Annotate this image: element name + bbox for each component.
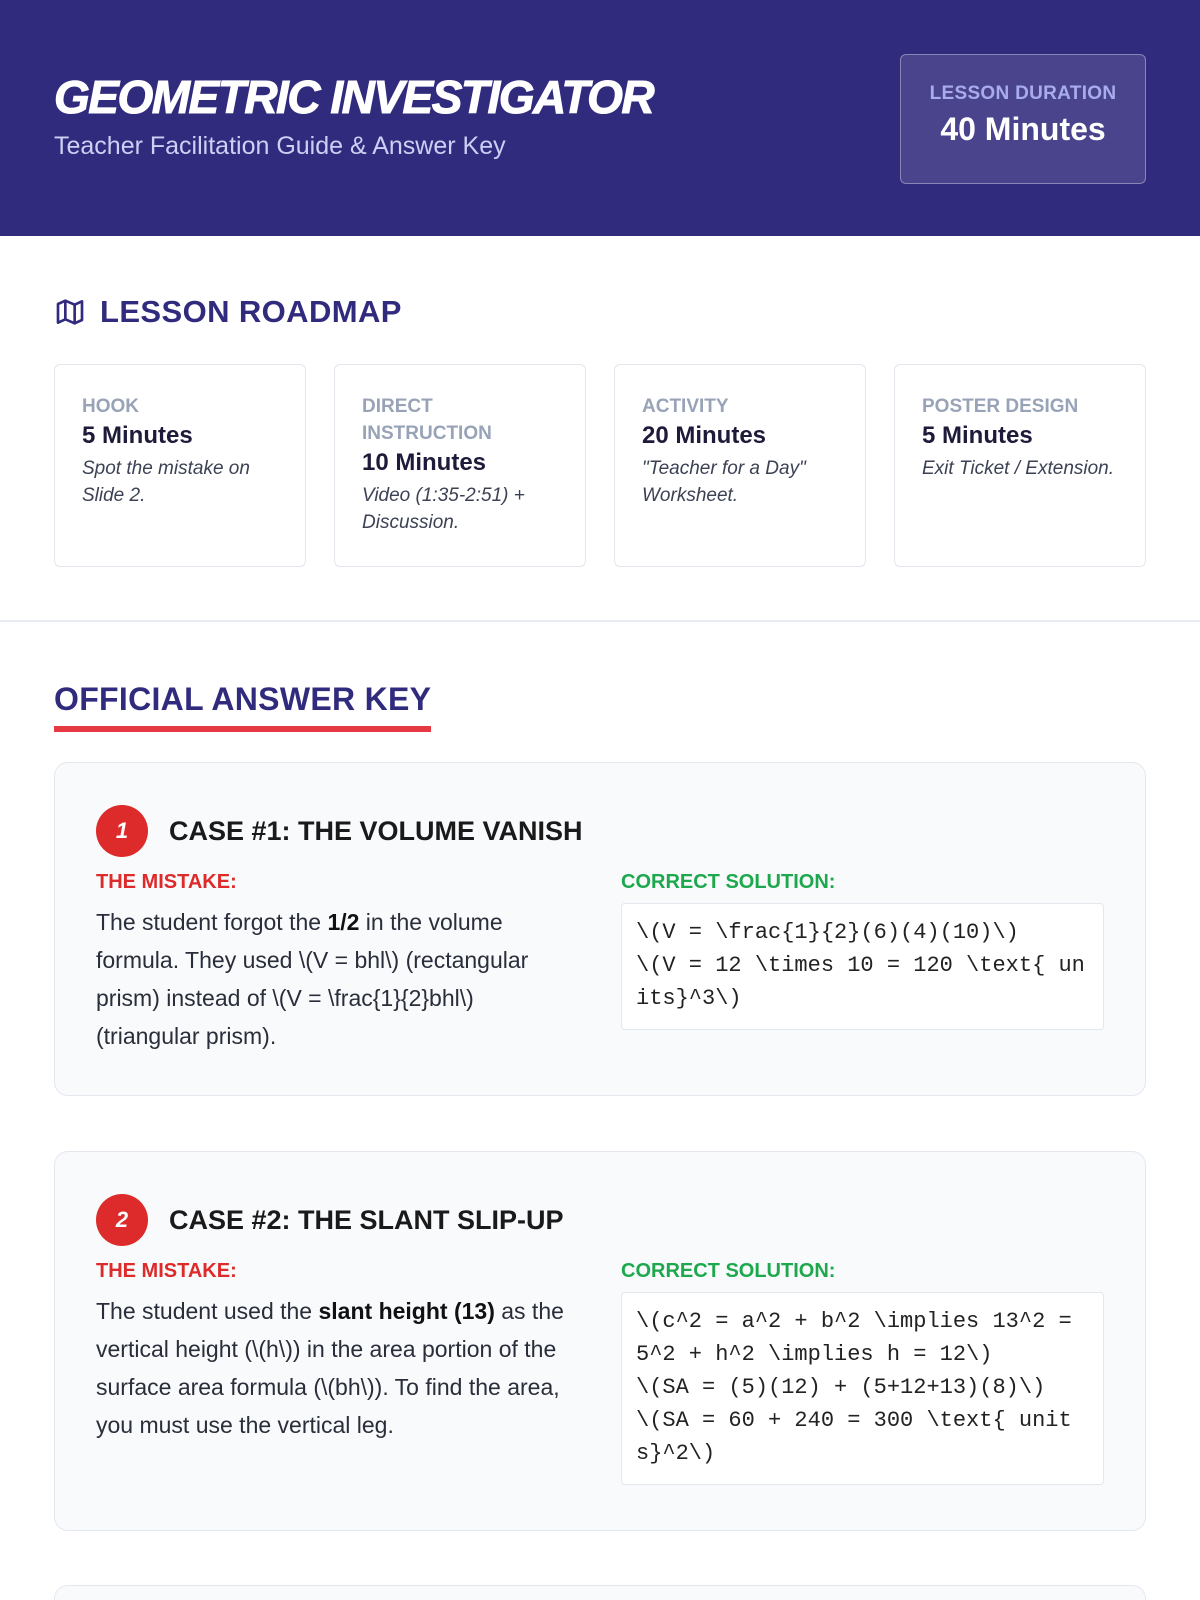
- lesson-duration-badge: [900, 54, 1146, 184]
- mistake-text-part: The student used the: [96, 1298, 319, 1324]
- phase-label: DIRECT INSTRUCTION: [362, 396, 492, 444]
- case-number-badge: 1: [96, 805, 148, 857]
- page-header: [0, 0, 1200, 236]
- phase-description: Exit Ticket / Extension.: [922, 458, 1115, 479]
- mistake-section: [96, 871, 581, 1055]
- mistake-section: [96, 1260, 581, 1444]
- mistake-highlight: 1/2: [327, 909, 360, 935]
- phase-card-hook: [54, 364, 306, 567]
- phase-card-poster-design: [894, 364, 1146, 567]
- phase-label: POSTER DESIGN: [922, 396, 1079, 417]
- phase-description: Spot the mistake on Slide 2.: [82, 458, 250, 506]
- map-icon: [54, 296, 86, 328]
- page-subtitle: Teacher Facilitation Guide & Answer Key: [54, 132, 506, 160]
- mistake-text: [96, 1292, 581, 1444]
- case-card-3: [54, 1585, 1146, 1600]
- phase-label: HOOK: [82, 396, 139, 417]
- solution-section: [621, 871, 1104, 1030]
- mistake-text-part: The student forgot the: [96, 909, 328, 935]
- phase-description: "Teacher for a Day" Worksheet.: [642, 458, 806, 506]
- solution-section: [621, 1260, 1104, 1485]
- case-title: CASE #1: THE VOLUME VANISH: [169, 815, 583, 846]
- case-title: CASE #2: THE SLANT SLIP-UP: [169, 1204, 564, 1235]
- roadmap-heading: [54, 294, 402, 330]
- case-card-1: [54, 762, 1146, 1096]
- solution-label: CORRECT SOLUTION:: [621, 871, 836, 893]
- mistake-label: THE MISTAKE:: [96, 871, 237, 893]
- page-title: GEOMETRIC INVESTIGATOR: [54, 71, 654, 123]
- duration-label: LESSON DURATION: [929, 83, 1117, 104]
- roadmap-title: LESSON ROADMAP: [100, 294, 402, 329]
- solution-code-box: \(c^2 = a^2 + b^2 \implies 13^2 = 5^2 + h^2 \implies h = 12\) \(SA = (5)(12) + (5+12+13)(8)\) \(SA = 60 + 240 = 300 \text{ units}^2\): [621, 1292, 1104, 1485]
- case-number-badge: 2: [96, 1194, 148, 1246]
- phase-card-direct-instruction: [334, 364, 586, 567]
- case-header: [96, 805, 583, 857]
- solution-label: CORRECT SOLUTION:: [621, 1260, 836, 1282]
- mistake-text: [96, 903, 581, 1055]
- phase-card-activity: [614, 364, 866, 567]
- phase-time: 5 Minutes: [922, 422, 1033, 449]
- case-header: [96, 1194, 564, 1246]
- phase-time: 10 Minutes: [362, 449, 487, 476]
- mistake-highlight: slant height (13): [318, 1298, 495, 1324]
- phase-time: 5 Minutes: [82, 422, 193, 449]
- mistake-text-part: in the volume formula. They used \(V = bhl\) (rectangular prism) instead of \(V = \frac{1}{2}bhl\) (triangular prism).: [96, 909, 529, 1049]
- roadmap-cards: [54, 364, 1146, 567]
- duration-value: 40 Minutes: [940, 111, 1106, 147]
- case-card-2: [54, 1151, 1146, 1531]
- answer-key-title: OFFICIAL ANSWER KEY: [54, 681, 431, 732]
- phase-label: ACTIVITY: [642, 396, 729, 417]
- mistake-text-part: as the vertical height (\(h\)) in the area portion of the surface area formula (\(bh\)). To find the area, you must use the vertical leg.: [96, 1298, 564, 1438]
- section-divider: [0, 620, 1200, 622]
- solution-code-box: \(V = \frac{1}{2}(6)(4)(10)\) \(V = 12 \times 10 = 120 \text{ units}^3\): [621, 903, 1104, 1030]
- mistake-label: THE MISTAKE:: [96, 1260, 237, 1282]
- phase-description: Video (1:35-2:51) + Discussion.: [362, 485, 525, 533]
- phase-time: 20 Minutes: [642, 422, 767, 449]
